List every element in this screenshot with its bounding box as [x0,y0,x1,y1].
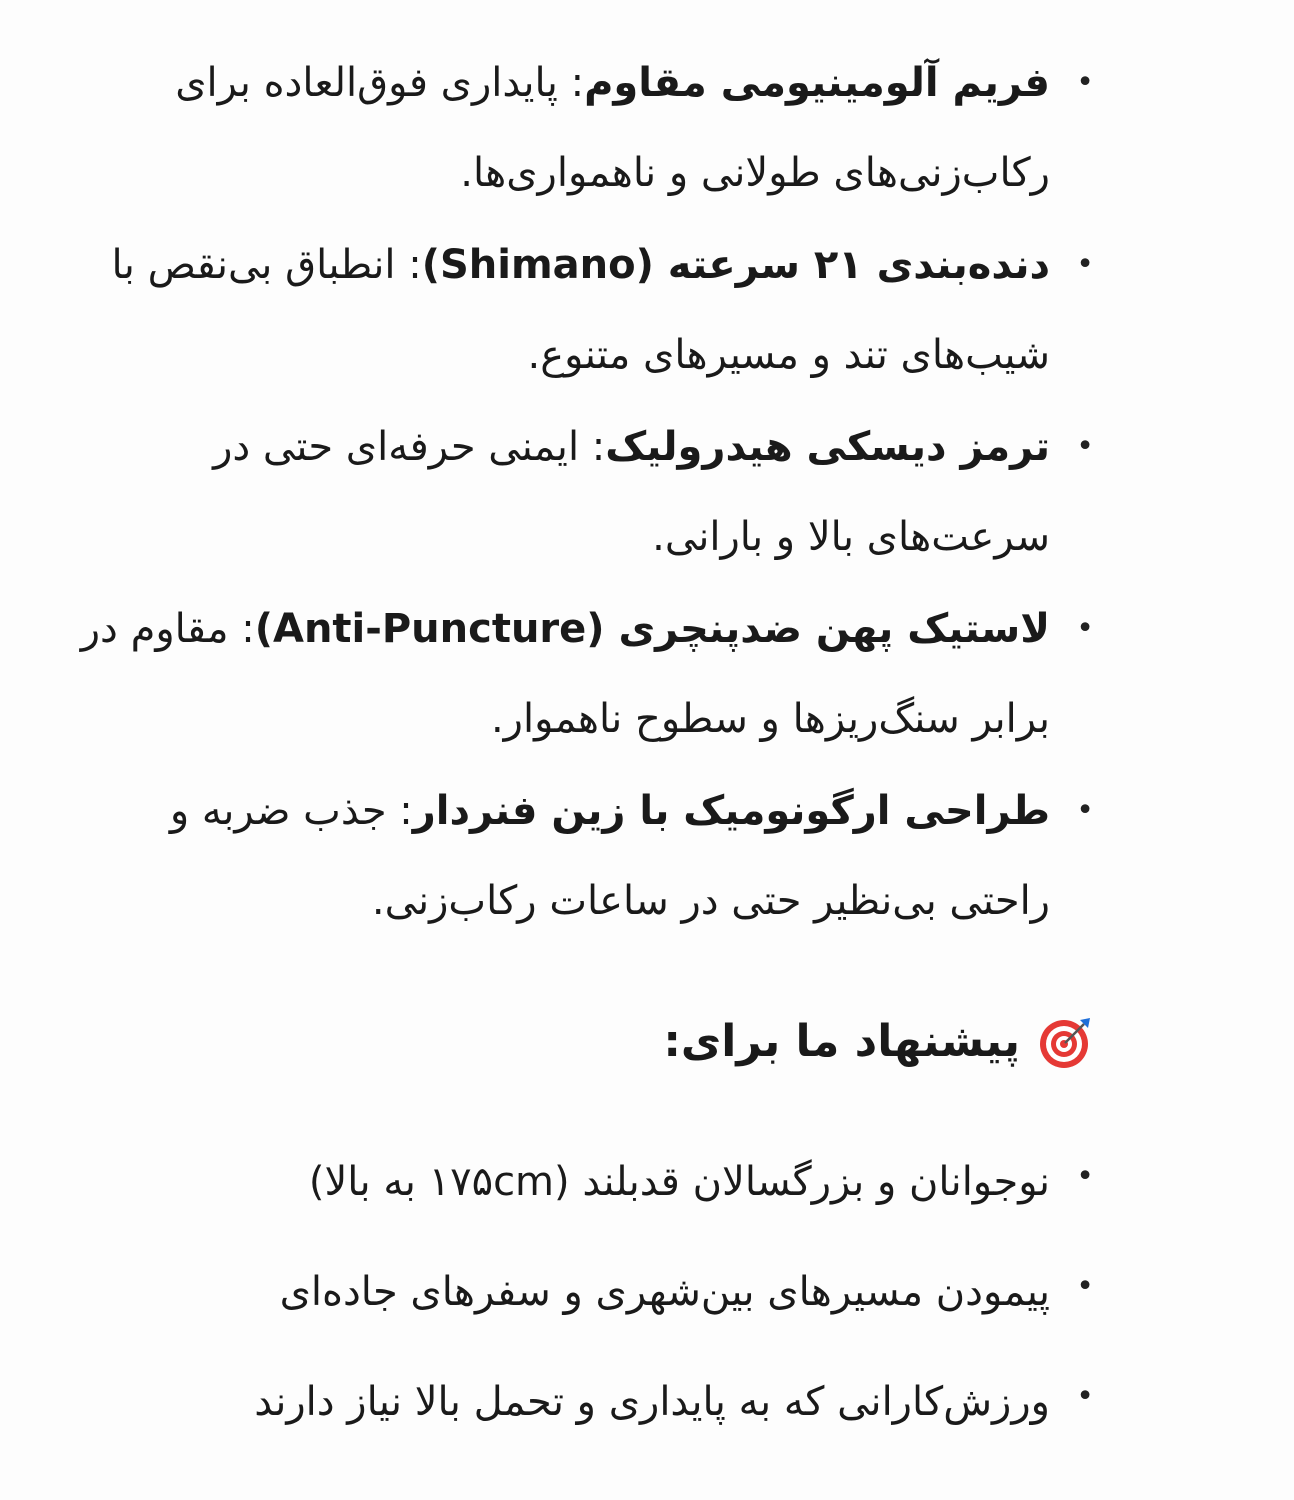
feature-title: فریم آلومینیومی مقاوم [584,60,1050,106]
target-icon [1038,1014,1094,1070]
feature-description: : پایداری فوق‌العاده برای رکاب‌زنی‌های طولانی و ناهمواری‌ها. [175,60,1050,196]
feature-item [74,766,1094,946]
audience-item [74,1242,1094,1342]
bullet: • [1076,793,1094,828]
audience-item [74,1132,1094,1232]
audience-text: نوجوانان و بزرگسالان قدبلند (۱۷۵cm به بالا) [308,1159,1050,1205]
feature-item [74,402,1094,582]
bullet: • [1076,429,1094,464]
feature-description: : ایمنی حرفه‌ای حتی در سرعت‌های بالا و بارانی. [213,424,1050,560]
feature-description: : جذب ضربه و راحتی بی‌نظیر حتی در ساعات رکاب‌زنی. [169,788,1050,924]
recommendation-heading [663,1002,1094,1082]
feature-description: : انطباق بی‌نقص با شیب‌های تند و مسیرهای متنوع. [111,242,1050,378]
feature-title: لاستیک پهن ضدپنچری (Anti-Puncture) [254,606,1050,652]
feature-title: ترمز دیسکی هیدرولیک [605,424,1050,470]
feature-title: دنده‌بندی ۲۱ سرعته (Shimano) [421,242,1050,288]
bullet: • [1076,247,1094,282]
bullet: • [1076,611,1094,646]
feature-description: : مقاوم در برابر سنگ‌ریزها و سطوح ناهموار. [80,606,1050,742]
feature-title: طراحی ارگونومیک با زین فنردار [412,788,1050,834]
bullet: • [1076,1269,1094,1304]
bullet: • [1076,1379,1094,1414]
audience-text: پیمودن مسیرهای بین‌شهری و سفرهای جاده‌ای [279,1269,1050,1315]
audience-text: ورزش‌کارانی که به پایداری و تحمل بالا نیاز دارند [254,1379,1050,1425]
feature-item [74,220,1094,400]
feature-item [74,38,1094,218]
audience-item [74,1352,1094,1452]
bullet: • [1076,65,1094,100]
feature-item [74,584,1094,764]
recommendation-title: پیشنهاد ما برای: [663,1016,1020,1067]
bullet: • [1076,1159,1094,1194]
audience-list [74,1132,1094,1462]
feature-list [74,38,1094,948]
